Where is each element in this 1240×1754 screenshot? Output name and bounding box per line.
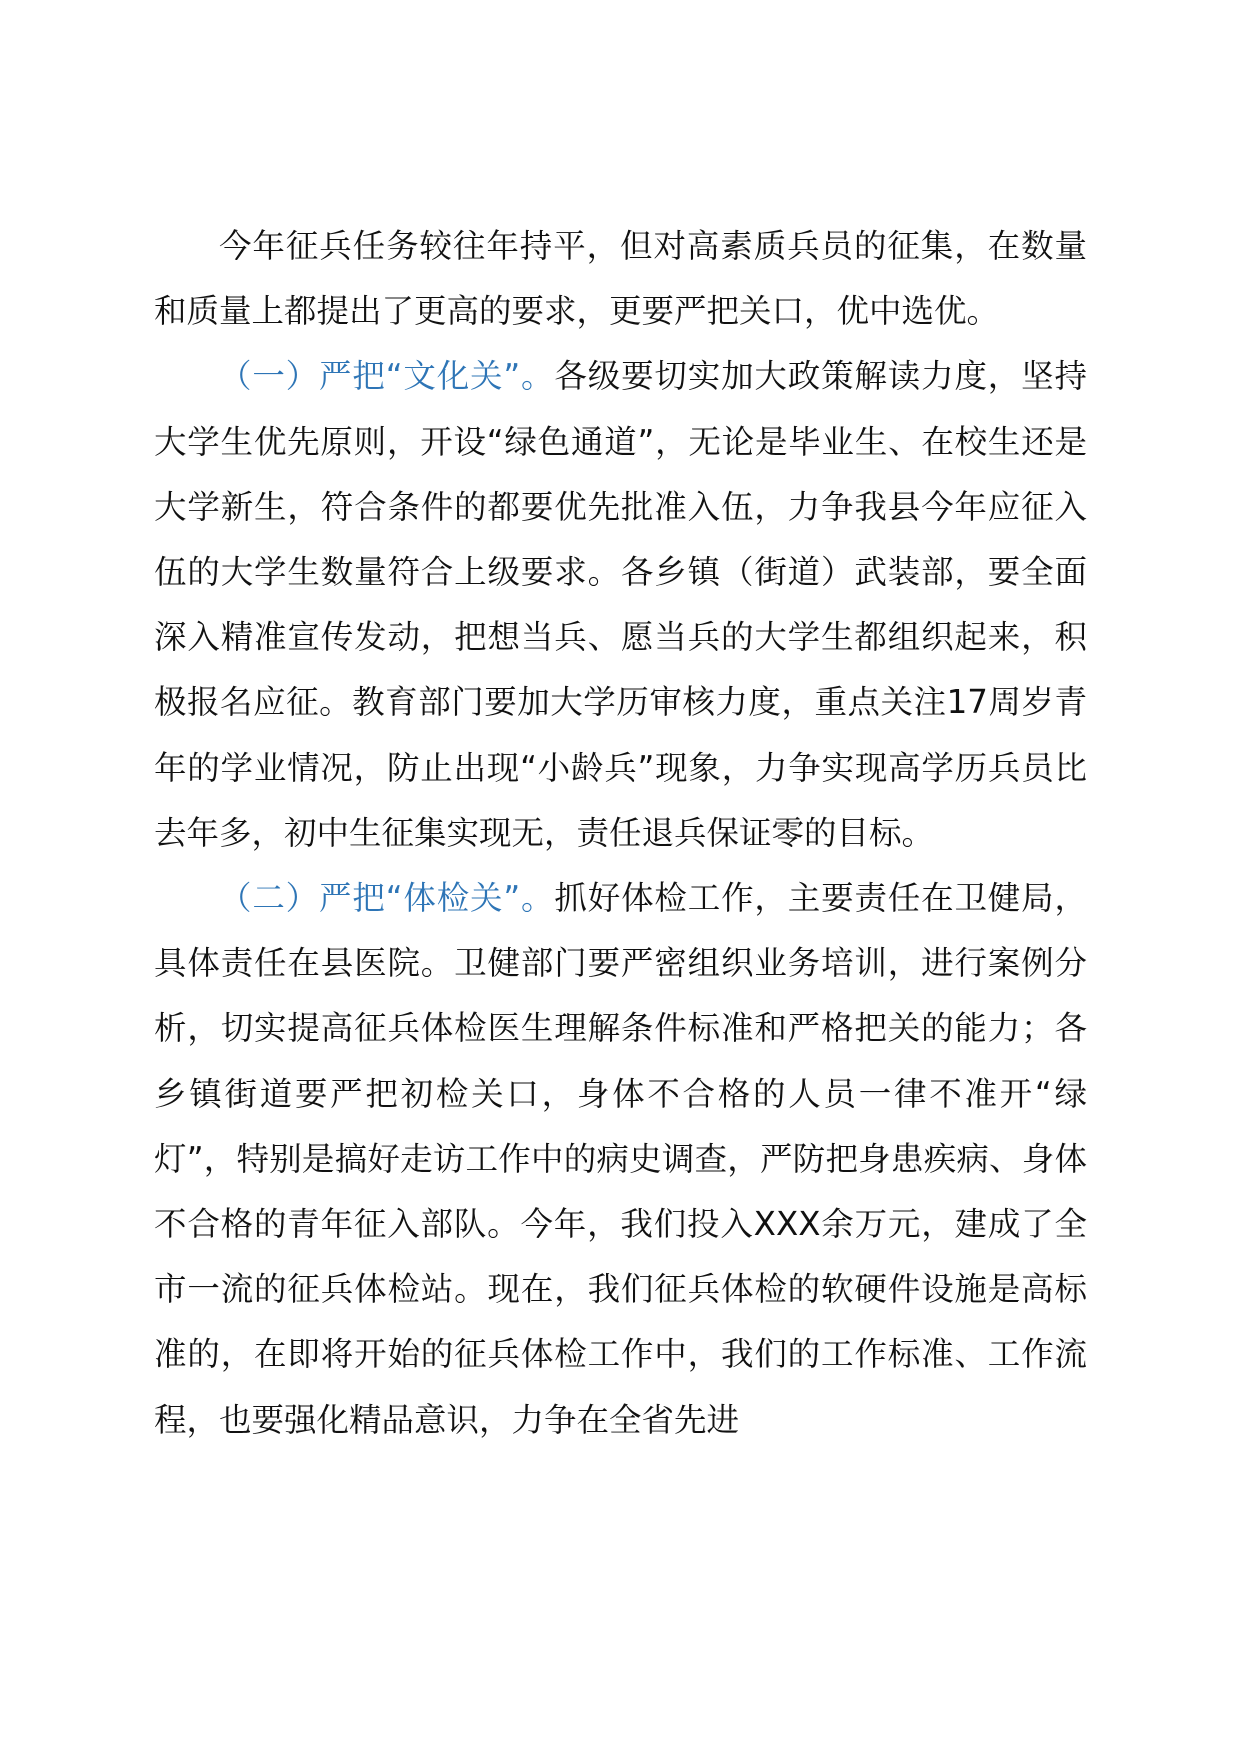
paragraph-culture-check (154, 344, 1087, 866)
paragraph-text: 各级要切实加大政策解读力度，坚持大学生优先原则，开设“绿色通道”，无论是毕业生、在校生还是大学新生，符合条件的都要优先批准入伍，力争我县今年应征入伍的大学生数量符合上级要求。各乡镇（街道）武装部，要全面深入精准宣传发动，把想当兵、愿当兵的大学生都组织起来，积极报名应征。教育部门要加大学历审核力度，重点关注17周岁青年的学业情况，防止出现“小龄兵”现象，力争实现高学历兵员比去年多，初中生征集实现无，责任退兵保证零的目标。 (154, 357, 1087, 852)
paragraph-physical-check (154, 866, 1087, 1453)
paragraph-text: 抓好体检工作，主要责任在卫健局，具体责任在县医院。卫健部门要严密组织业务培训，进行案例分析，切实提高征兵体检医生理解条件标准和严格把关的能力；各乡镇街道要严把初检关口，身体不合格的人员一律不准开“绿灯”，特别是搞好走访工作中的病史调查，严防把身患疾病、身体不合格的青年征入部队。今年，我们投入XXX余万元，建成了全市一流的征兵体检站。现在，我们征兵体检的软硬件设施是高标准的，在即将开始的征兵体检工作中，我们的工作标准、工作流程，也要强化精品意识，力争在全省先进 (154, 879, 1087, 1439)
section-heading-culture: （一）严把“文化关”。 (219, 357, 555, 396)
paragraph-intro (154, 214, 1087, 344)
document-body (154, 214, 1087, 1453)
section-heading-physical: （二）严把“体检关”。 (219, 879, 555, 918)
paragraph-text: 今年征兵任务较往年持平，但对高素质兵员的征集，在数量和质量上都提出了更高的要求，更要严把关口，优中选优。 (154, 227, 1087, 331)
